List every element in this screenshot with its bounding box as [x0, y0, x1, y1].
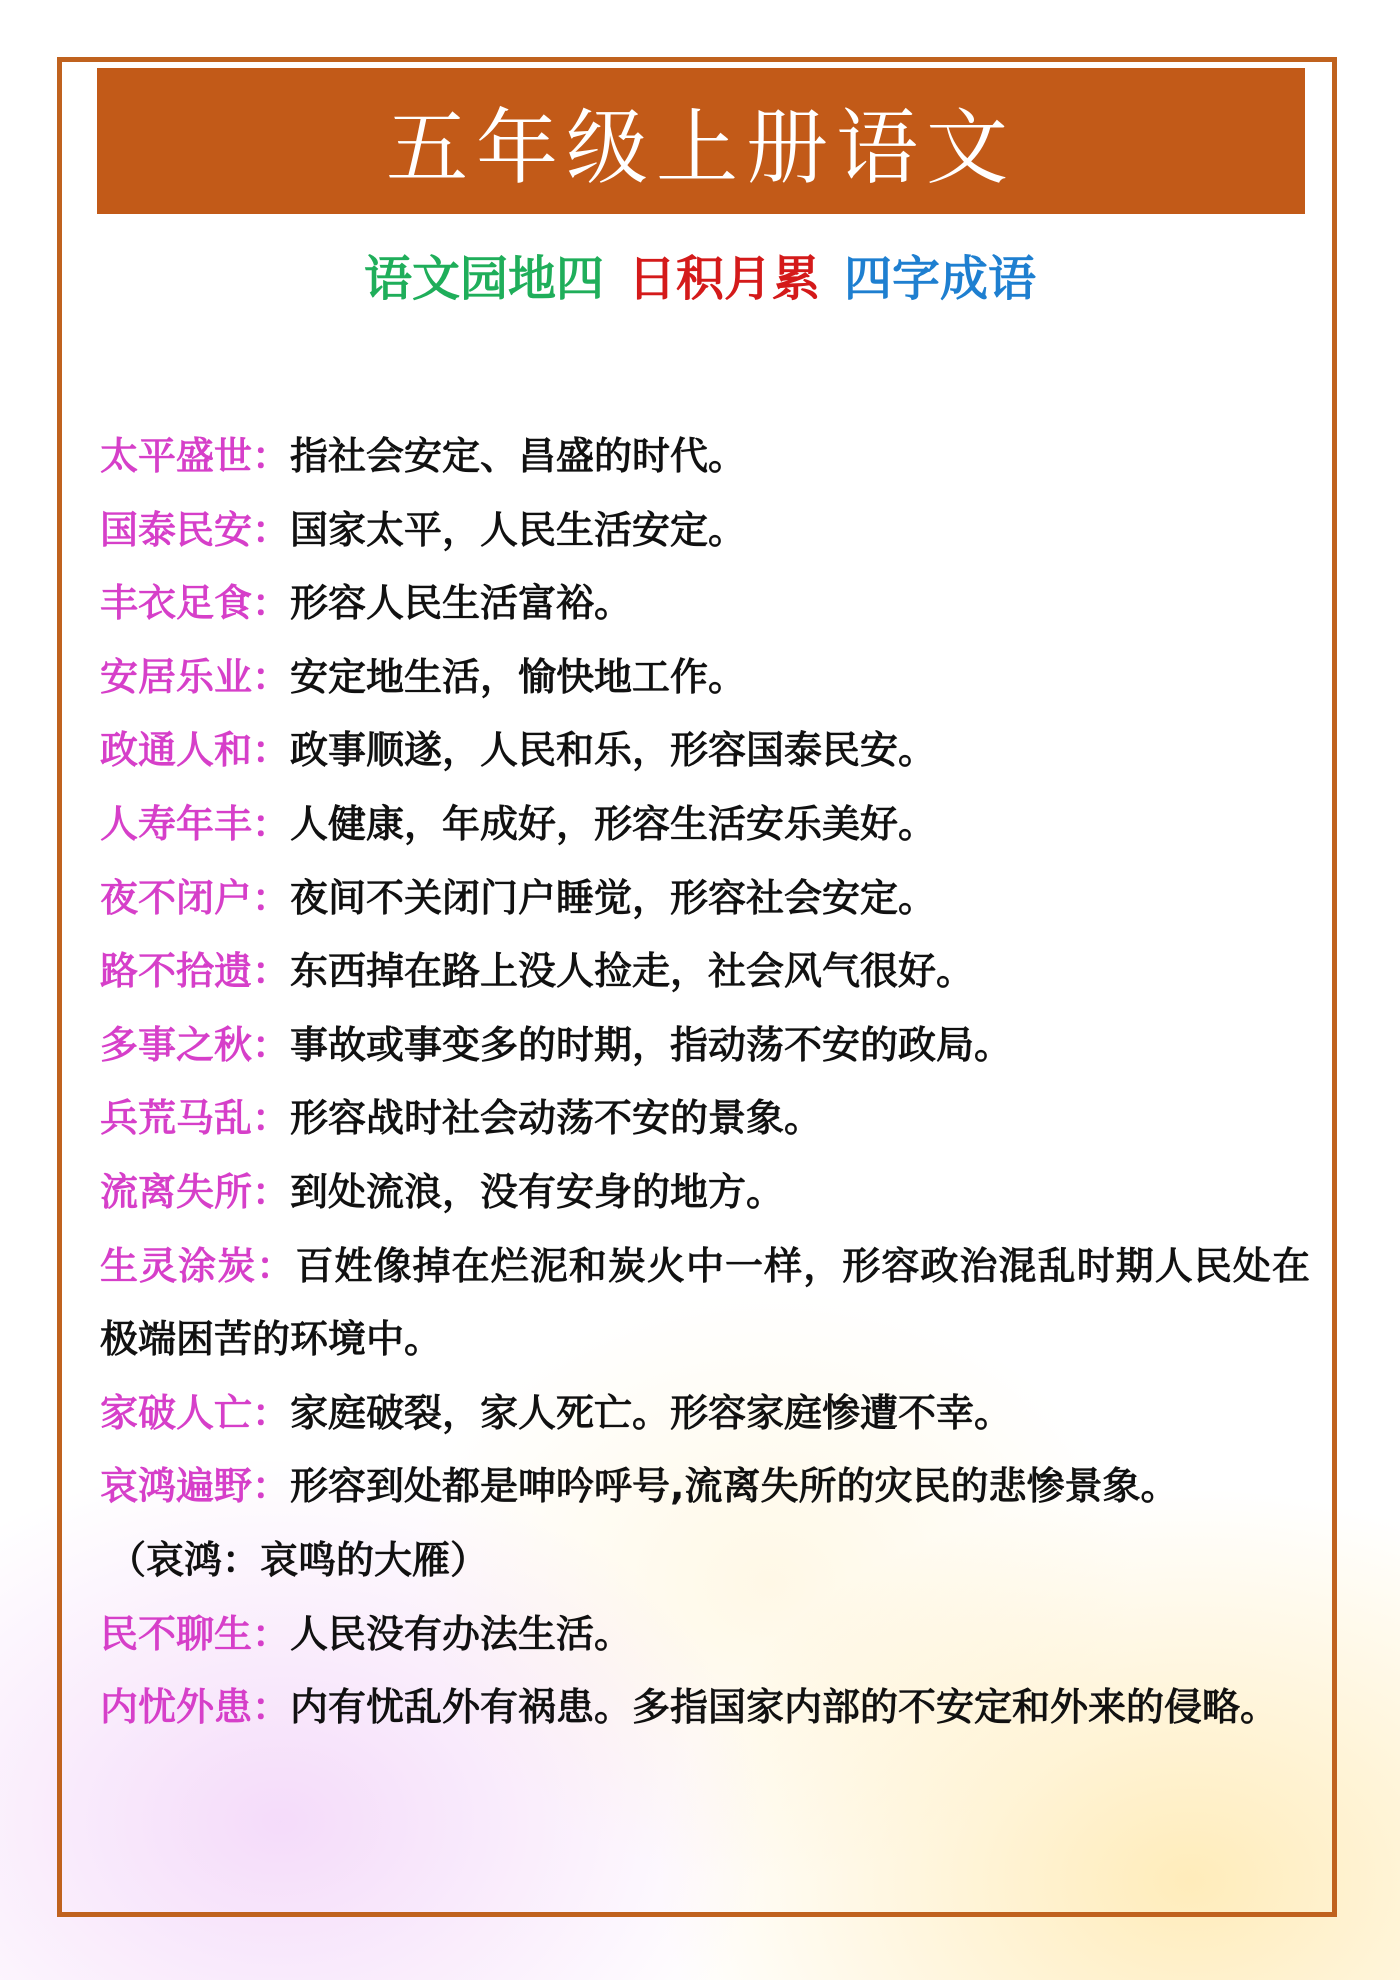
idiom-term: 安居乐业	[100, 654, 253, 699]
idiom-term: 太平盛世	[100, 434, 253, 478]
idiom-list	[100, 420, 1310, 1745]
idiom-entry	[100, 714, 1310, 788]
idiom-definition: 人民没有办法生活。	[290, 1611, 633, 1656]
idiom-definition: 政事顺遂，人民和乐，形容国泰民安。	[290, 728, 937, 773]
idiom-entry	[100, 935, 1310, 1009]
idiom-definition: 百姓像掉在烂泥和炭火中一样，形容政治混乱时期人民处在极端困苦的环境中。	[100, 1243, 1310, 1362]
idiom-colon: ：	[252, 1611, 291, 1656]
idiom-term: 民不聊生	[100, 1611, 253, 1656]
idiom-entry	[100, 1082, 1310, 1156]
idiom-note: （哀鸿：哀鸣的大雁）	[108, 1537, 489, 1582]
idiom-colon: ：	[256, 1243, 296, 1288]
idiom-term: 政通人和	[100, 728, 253, 773]
idiom-colon: ：	[252, 654, 291, 699]
idiom-term: 路不拾遗	[100, 949, 253, 994]
idiom-entry	[100, 1377, 1310, 1451]
idiom-colon: ：	[252, 1169, 291, 1214]
idiom-entry	[100, 567, 1310, 641]
idiom-entry	[100, 788, 1310, 862]
idiom-term: 人寿年丰	[100, 801, 253, 846]
idiom-entry	[100, 1671, 1310, 1745]
idiom-definition: 形容战时社会动荡不安的景象。	[290, 1096, 823, 1141]
idiom-colon: ：	[252, 1685, 291, 1730]
subtitle-unit: 语文园地四	[363, 251, 604, 307]
idiom-entry	[100, 862, 1310, 936]
idiom-term: 兵荒马乱	[100, 1096, 253, 1141]
idiom-definition: 到处流浪，没有安身的地方。	[290, 1169, 785, 1214]
idiom-colon: ：	[252, 949, 291, 994]
idiom-definition: 人健康，年成好，形容生活安乐美好。	[290, 801, 937, 846]
idiom-term: 多事之秋	[100, 1022, 253, 1067]
idiom-colon: ：	[252, 1390, 291, 1435]
idiom-definition: 家庭破裂，家人死亡。形容家庭惨遭不幸。	[290, 1390, 1013, 1435]
idiom-colon: ：	[252, 1022, 291, 1067]
idiom-definition: 形容到处都是呻吟呼号,流离失所的灾民的悲惨景象。	[290, 1464, 1179, 1509]
title-banner	[97, 68, 1305, 214]
idiom-definition: 国家太平，人民生活安定。	[290, 507, 747, 552]
idiom-entry	[100, 494, 1310, 568]
idiom-definition: 夜间不关闭门户睡觉，形容社会安定。	[290, 875, 937, 920]
idiom-colon: ：	[252, 728, 291, 773]
idiom-term: 流离失所	[100, 1169, 253, 1214]
idiom-entry	[100, 420, 1310, 494]
idiom-definition: 东西掉在路上没人捡走，社会风气很好。	[290, 949, 975, 994]
idiom-entry	[100, 1156, 1310, 1230]
idiom-term: 内忧外患	[100, 1685, 253, 1730]
idiom-colon: ：	[252, 801, 291, 846]
idiom-colon: ：	[252, 434, 291, 478]
subtitle-topic: 四字成语	[844, 251, 1037, 307]
idiom-definition: 指社会安定、昌盛的时代。	[290, 434, 747, 478]
idiom-definition: 内有忧乱外有祸患。多指国家内部的不安定和外来的侵略。	[290, 1685, 1279, 1730]
idiom-colon: ：	[252, 875, 291, 920]
idiom-entry	[100, 1230, 1310, 1377]
idiom-colon: ：	[252, 507, 291, 552]
idiom-definition: 形容人民生活富裕。	[290, 581, 633, 626]
idiom-entry	[100, 1598, 1310, 1672]
page-title: 五年级上册语文	[385, 100, 1016, 196]
idiom-definition: 事故或事变多的时期，指动荡不安的政局。	[290, 1022, 1013, 1067]
idiom-definition: 安定地生活，愉快地工作。	[290, 654, 747, 699]
idiom-term: 哀鸿遍野	[100, 1464, 253, 1509]
idiom-entry	[100, 1009, 1310, 1083]
idiom-term: 夜不闭户	[100, 875, 253, 920]
subtitle	[0, 240, 1400, 309]
subtitle-section: 日积月累	[627, 251, 820, 307]
idiom-colon: ：	[252, 1464, 291, 1509]
idiom-term: 生灵涂炭	[100, 1243, 257, 1288]
idiom-colon: ：	[252, 1096, 291, 1141]
idiom-term: 丰衣足食	[100, 581, 253, 626]
idiom-entry	[100, 641, 1310, 715]
idiom-term: 国泰民安	[100, 507, 253, 552]
idiom-entry	[100, 1450, 1310, 1597]
idiom-colon: ：	[252, 581, 291, 626]
idiom-term: 家破人亡	[100, 1390, 253, 1435]
